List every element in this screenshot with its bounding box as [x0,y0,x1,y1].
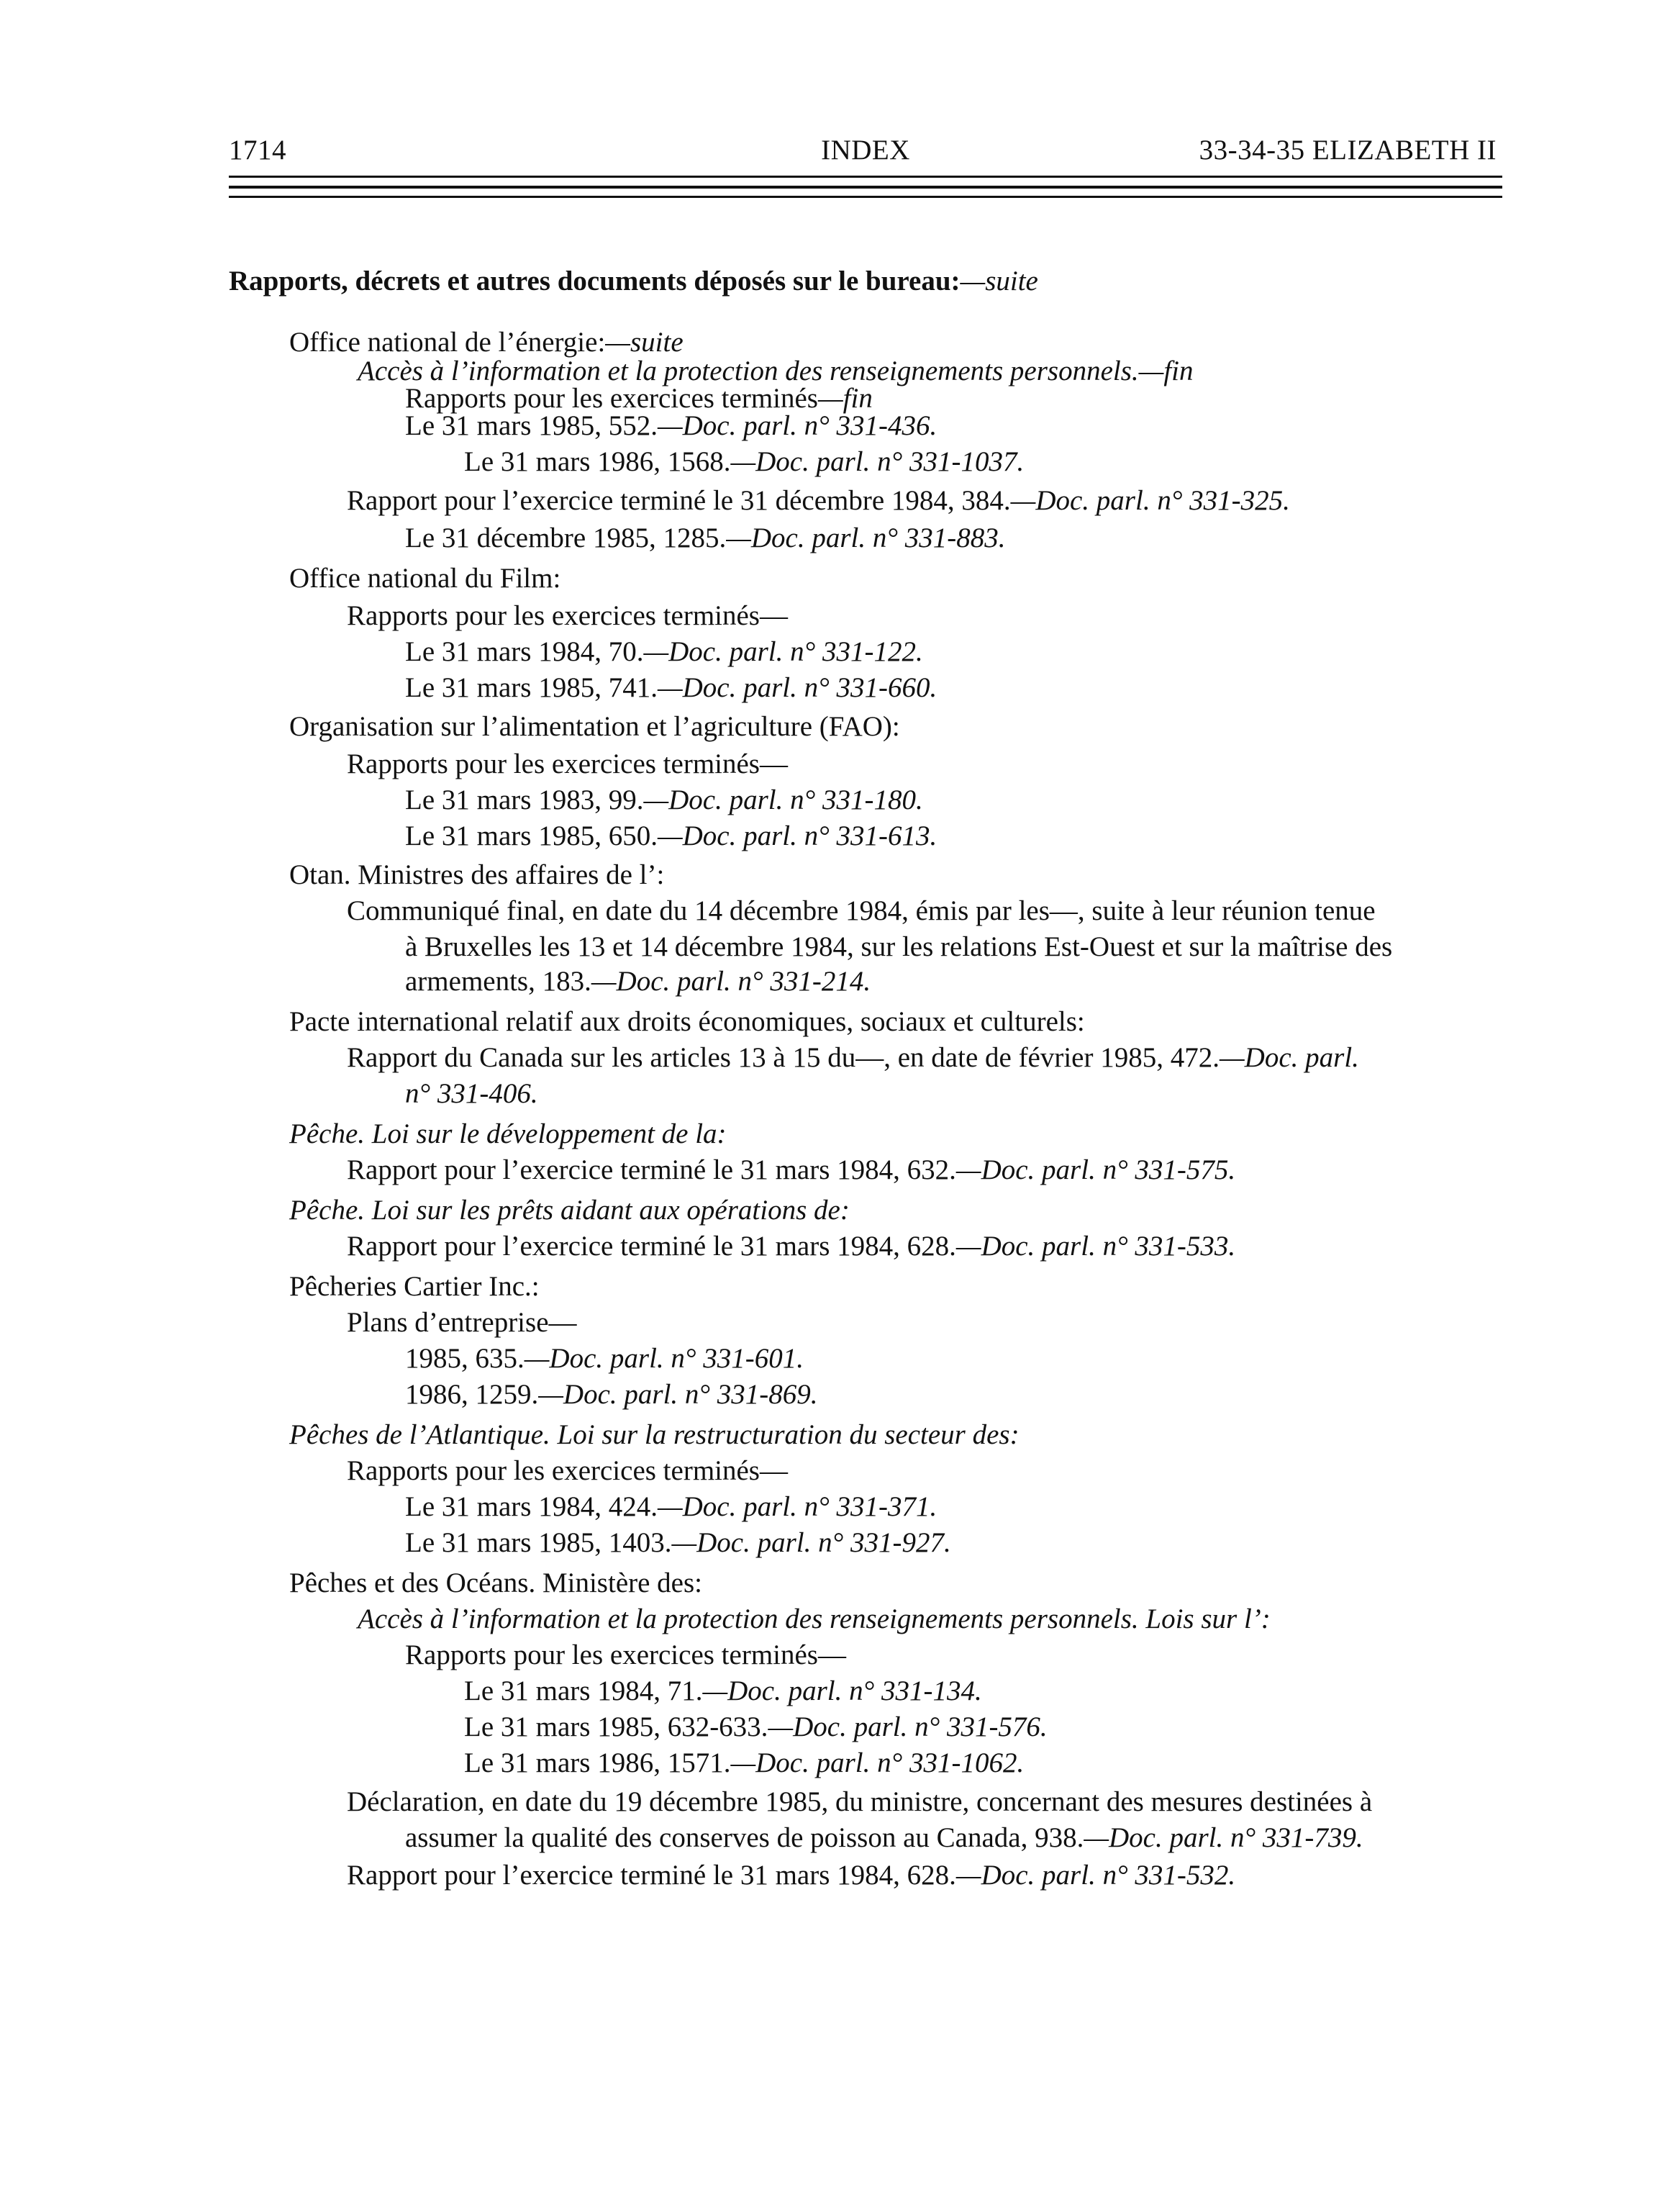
index-line: Office national de l’énergie:—suite [289,327,684,358]
index-line: Rapport pour l’exercice terminé le 31 mars 1984, 628.—Doc. parl. n° 331-532. [347,1860,1236,1891]
index-line: Le 31 mars 1984, 70.—Doc. parl. n° 331-122. [405,636,923,667]
index-line: Pêche. Loi sur les prêts aidant aux opérations de: [289,1195,850,1226]
index-line: Accès à l’information et la protection des renseignements personnels.—fin [358,356,1194,386]
index-line: 1986, 1259.—Doc. parl. n° 331-869. [405,1379,818,1410]
section-heading-bold: Rapports, décrets et autres documents déposés sur le bureau: [229,266,961,297]
section-heading [229,263,1038,300]
header-rule-top [229,176,1502,178]
index-line: Le 31 mars 1984, 71.—Doc. parl. n° 331-134. [464,1675,982,1706]
index-line: Rapports pour les exercices terminés— [347,748,788,779]
index-line: Organisation sur l’alimentation et l’agriculture (FAO): [289,711,900,742]
index-line: Rapports pour les exercices terminés— [347,600,788,631]
index-line: Rapport pour l’exercice terminé le 31 mars 1984, 632.—Doc. parl. n° 331-575. [347,1154,1236,1185]
index-line: Rapports pour les exercices terminés—fin [405,383,873,414]
header-rule-bottom [229,196,1502,198]
index-line: Le 31 mars 1985, 1403.—Doc. parl. n° 331-927. [405,1527,951,1558]
index-line: Rapport du Canada sur les articles 13 à 15 du—, en date de février 1985, 472.—Doc. parl. [347,1042,1359,1073]
index-line: assumer la qualité des conserves de poisson au Canada, 938.—Doc. parl. n° 331-739. [405,1822,1363,1853]
index-line: Pêcheries Cartier Inc.: [289,1271,540,1302]
running-title: INDEX [821,135,910,166]
index-line: Otan. Ministres des affaires de l’: [289,859,665,890]
index-line: Le 31 décembre 1985, 1285.—Doc. parl. n° 331-883. [405,522,1006,553]
page-header [229,134,1502,177]
index-line: Pêche. Loi sur le développement de la: [289,1118,727,1149]
page-number: 1714 [229,135,286,166]
index-line: Le 31 mars 1985, 741.—Doc. parl. n° 331-660. [405,672,937,703]
index-line: Rapport pour l’exercice terminé le 31 mars 1984, 628.—Doc. parl. n° 331-533. [347,1231,1236,1262]
index-line: Rapport pour l’exercice terminé le 31 décembre 1984, 384.—Doc. parl. n° 331-325. [347,485,1290,516]
index-line: Le 31 mars 1985, 632-633.—Doc. parl. n° 331-576. [464,1711,1048,1742]
index-line: Pacte international relatif aux droits économiques, sociaux et culturels: [289,1006,1085,1037]
index-line: Rapports pour les exercices terminés— [347,1455,788,1486]
index-line: Pêches et des Océans. Ministère des: [289,1567,702,1598]
reign-label: 33-34-35 ELIZABETH II [1199,135,1497,166]
index-line: Le 31 mars 1985, 552.—Doc. parl. n° 331-436. [405,410,937,441]
index-line: armements, 183.—Doc. parl. n° 331-214. [405,966,871,997]
index-line: Le 31 mars 1983, 99.—Doc. parl. n° 331-180. [405,784,923,815]
index-line: Le 31 mars 1984, 424.—Doc. parl. n° 331-371. [405,1491,937,1522]
index-line: Le 31 mars 1985, 650.—Doc. parl. n° 331-613. [405,820,937,851]
header-rule-middle [229,186,1502,189]
index-line: n° 331-406. [405,1078,538,1109]
section-heading-suite: —suite [960,266,1038,297]
index-line: Le 31 mars 1986, 1571.—Doc. parl. n° 331-1062. [464,1747,1025,1778]
index-line: Accès à l’information et la protection des renseignements personnels. Lois sur l’: [358,1603,1271,1634]
index-line: Rapports pour les exercices terminés— [405,1639,846,1670]
index-line: Pêches de l’Atlantique. Loi sur la restructuration du secteur des: [289,1419,1020,1450]
index-line: Office national du Film: [289,563,561,594]
index-line: Communiqué final, en date du 14 décembre 1984, émis par les—, suite à leur réunion tenue [347,895,1376,926]
index-line: à Bruxelles les 13 et 14 décembre 1984, sur les relations Est-Ouest et sur la maîtrise des [405,931,1393,962]
index-line: Plans d’entreprise— [347,1307,577,1338]
index-line: Déclaration, en date du 19 décembre 1985, du ministre, concernant des mesures destinées à [347,1786,1373,1817]
index-line: 1985, 635.—Doc. parl. n° 331-601. [405,1343,804,1374]
index-line: Le 31 mars 1986, 1568.—Doc. parl. n° 331-1037. [464,446,1025,477]
